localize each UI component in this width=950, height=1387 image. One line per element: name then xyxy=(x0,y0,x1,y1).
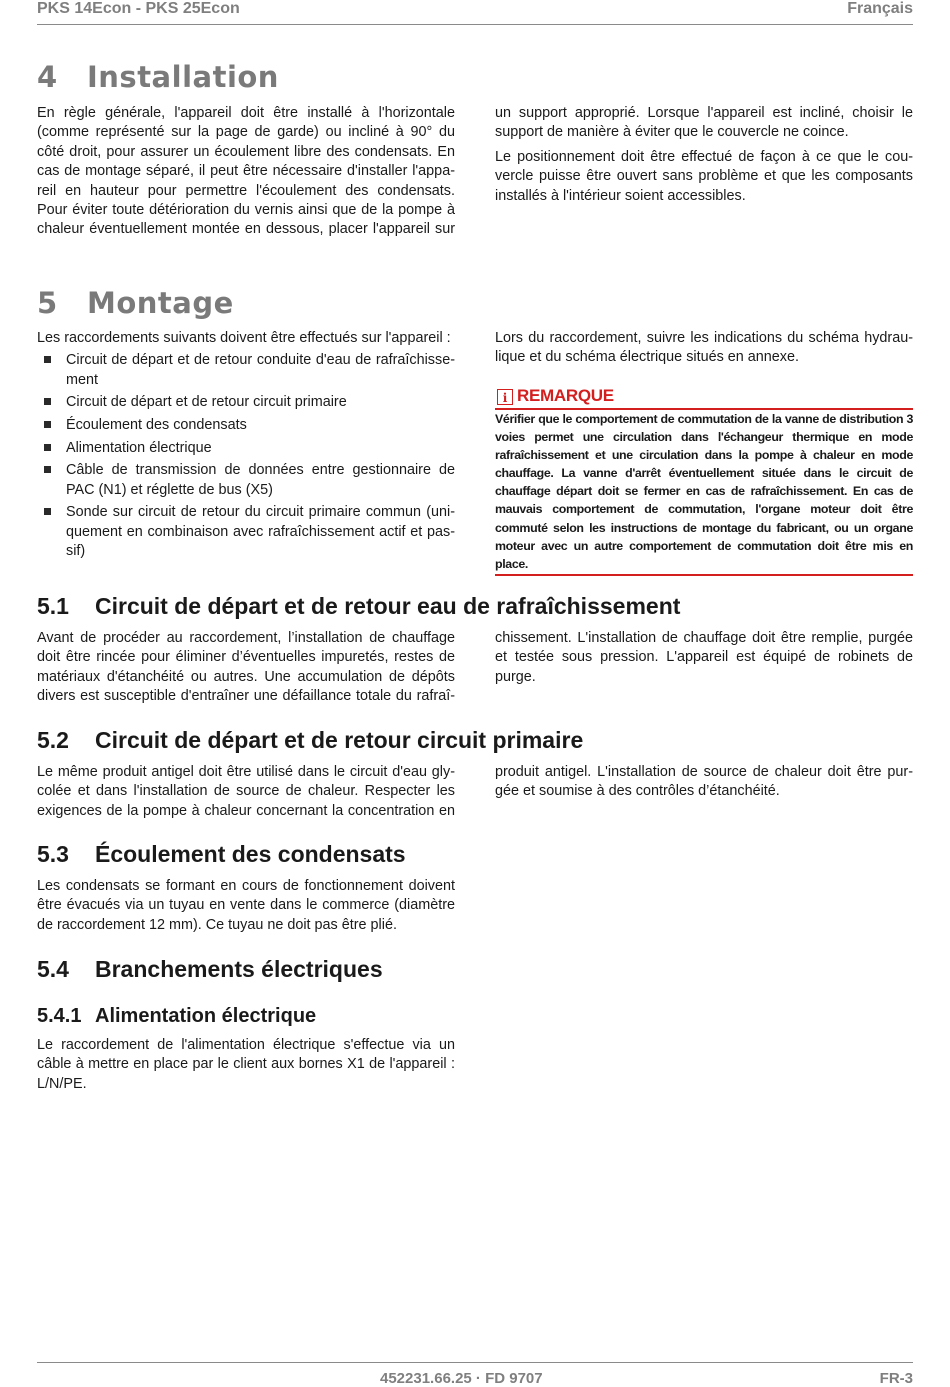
note-header xyxy=(495,386,913,408)
document-number: 452231.66.25 · FD 9707 xyxy=(380,1370,543,1387)
paragraph: un support approprié. Lorsque l'appareil est incliné, choisir le support de manière à éviter que le couvercle ne coince. xyxy=(495,105,913,141)
page-number: FR-3 xyxy=(879,1370,913,1387)
section-5-1-right-column xyxy=(495,629,913,687)
page-header xyxy=(37,0,913,25)
section-number: 5.1 xyxy=(37,593,69,619)
text-line: cas de montage séparé, il peut être nécessaire d'installer l'appa- xyxy=(37,163,455,180)
section-number: 5.4 xyxy=(37,956,69,982)
header-language: Français xyxy=(847,0,913,17)
section-number: 5.3 xyxy=(37,841,69,867)
paragraph: chissement. L'installation de chauffage doit être remplie, purgée et testée sous pression. L'appareil est équipé de robinets de purge. xyxy=(495,630,913,685)
section-title: Installation xyxy=(87,60,279,94)
paragraph: Les condensats se formant en cours de fonctionnement doivent être évacués via un tuyau en vente dans le commerce (diamètre de raccordement 12 mm). Ce tuyau ne doit pas être plié. xyxy=(37,878,455,933)
note-bottom-rule xyxy=(495,574,913,577)
section-5-1-heading xyxy=(37,593,680,620)
section-5-2-right-column xyxy=(495,763,913,802)
section-number: 5.4.1 xyxy=(37,1005,82,1027)
section-5-heading xyxy=(37,286,234,320)
text-line: chaleur éventuellement montée en dessous, placer l'appareil sur xyxy=(37,221,455,238)
list-item: Écoulement des condensats xyxy=(37,416,455,435)
section-5-4-1-heading xyxy=(37,1005,316,1028)
section-number: 4 xyxy=(37,60,58,94)
text-line: reil en hauteur pour permettre l'écoulement des condensats. xyxy=(37,182,455,199)
paragraph: Le même produit antigel doit être utilisé dans le circuit d'eau gly-colée et dans l'installation de source de chaleur. Respecter les exigences de la pompe à chaleur concernant la concentration en xyxy=(37,764,455,819)
section-5-4-1-column xyxy=(37,1036,455,1094)
note-top-rule xyxy=(495,408,913,410)
section-title: Branchements électriques xyxy=(95,956,383,982)
section-5-right-column xyxy=(495,329,913,368)
section-5-3-column xyxy=(37,877,455,935)
list-item: Alimentation électrique xyxy=(37,439,455,458)
header-product: PKS 14Econ - PKS 25Econ xyxy=(37,0,240,17)
intro-text: Les raccordements suivants doivent être effectués sur l'appareil : xyxy=(37,330,451,346)
page-footer xyxy=(37,1362,913,1387)
paragraph: produit antigel. L'installation de source de chaleur doit être pur-gée et soumise à des contrôles d’étanchéité. xyxy=(495,764,913,800)
text-line: En règle générale, l'appareil doit être installé à l'horizontale xyxy=(37,105,455,121)
paragraph: Lors du raccordement, suivre les indications du schéma hydrau-lique et du schéma électrique situés en annexe. xyxy=(495,330,913,366)
note-title: REMARQUE xyxy=(517,386,614,405)
section-title: Circuit de départ et de retour eau de rafraîchissement xyxy=(95,593,681,619)
list-item: Circuit de départ et de retour circuit primaire xyxy=(37,393,455,412)
note-text: Vérifier que le comportement de commutation de la vanne de distribution 3 voies permet une circulation dans l'échangeur thermique en mode rafraîchissement et une circulation dans la pompe à chaleur en mode chauffage. La vanne d'arrêt éventuellement située dans le circuit de chauffage départ doit se fermer en cas de rafraîchissement. En cas de mauvais comportement de commutation, l'organe moteur doit être commuté selon les instructions de montage du fabricant, ou un organe moteur avec un autre comportement de commutation doit être mis en place. xyxy=(495,412,913,571)
connections-list xyxy=(37,351,455,561)
info-icon: i xyxy=(497,389,513,405)
section-number: 5.2 xyxy=(37,727,69,753)
section-number: 5 xyxy=(37,286,58,320)
section-title: Circuit de départ et de retour circuit primaire xyxy=(95,727,584,753)
text-line: Pour éviter toute détérioration du vernis ainsi que de la pompe à xyxy=(37,202,455,219)
paragraph: Le raccordement de l'alimentation électrique s'effectue via un câble à mettre en place par le client aux bornes X1 de l'appareil : L/N/PE. xyxy=(37,1037,455,1092)
list-item: Sonde sur circuit de retour du circuit primaire commun (uni-quement en combinaison avec rafraîchissement actif et pas-sif) xyxy=(37,503,455,561)
text-line: côté droit, pour assurer un écoulement libre des condensats. En xyxy=(37,143,455,160)
text-line: (comme représenté sur la page de garde) ou incliné à 90° du xyxy=(37,124,455,141)
paragraph: Le positionnement doit être effectué de façon à ce que le cou-vercle puisse être ouvert sans problème et que les composants installés à l'intérieur soient accessibles. xyxy=(495,148,913,204)
section-5-left-column xyxy=(37,329,455,565)
note-box xyxy=(495,386,913,576)
paragraph: Avant de procéder au raccordement, l’installation de chauffage doit être rincée pour éliminer d’éventuelles impuretés, restes de matériaux d'étanchéité ou autres. Une accumulation de dépôts divers est susceptible d'entraîner une défaillance totale du rafraî- xyxy=(37,630,455,705)
section-5-3-heading xyxy=(37,841,406,868)
section-5-1-left-column xyxy=(37,629,455,707)
section-title: Écoulement des condensats xyxy=(95,841,406,867)
section-4-left-column xyxy=(37,104,455,240)
section-title: Alimentation électrique xyxy=(95,1005,317,1027)
list-item: Câble de transmission de données entre gestionnaire de PAC (N1) et réglette de bus (X5) xyxy=(37,461,455,500)
section-4-heading xyxy=(37,60,279,94)
section-5-4-heading xyxy=(37,956,383,983)
section-4-right-column xyxy=(495,104,913,206)
section-title: Montage xyxy=(87,286,234,320)
section-5-2-heading xyxy=(37,727,583,754)
section-5-2-left-column xyxy=(37,763,455,821)
list-item: Circuit de départ et de retour conduite d'eau de rafraîchisse-ment xyxy=(37,351,455,390)
